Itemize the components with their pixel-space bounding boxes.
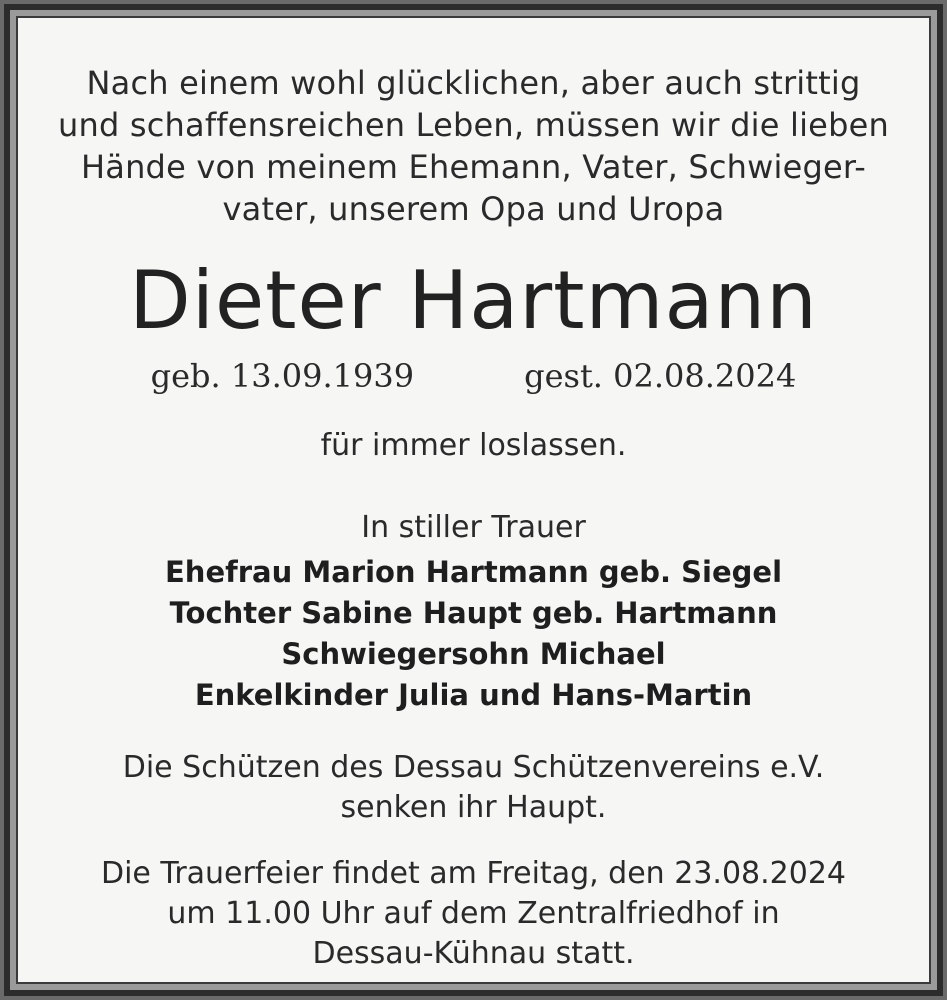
mourner-grandchildren: Enkelkinder Julia und Hans-Martin: [194, 678, 753, 712]
life-dates: [18, 356, 929, 396]
funeral-line-1: Die Trauerfeier findet am Freitag, den 23.08.2024: [100, 856, 847, 891]
intro-line-3: Hände von meinem Ehemann, Vater, Schwieger-: [81, 148, 866, 186]
birth-date: geb. 13.09.1939: [150, 357, 415, 395]
mourner-daughter: Tochter Sabine Haupt geb. Hartmann: [169, 596, 778, 630]
mourner-spouse: Ehefrau Marion Hartmann geb. Siegel: [164, 555, 783, 589]
intro-line-4: vater, unserem Opa und Uropa: [222, 190, 725, 228]
deceased-name: Dieter Hartmann: [129, 254, 818, 347]
notice-frame-inner: [4, 4, 943, 996]
death-date: gest. 02.08.2024: [524, 357, 797, 395]
let-go-text: für immer loslassen.: [320, 428, 627, 463]
funeral-line-3: Dessau-Kühnau statt.: [312, 936, 635, 971]
mourning-heading: In stiller Trauer: [361, 510, 586, 545]
obituary-notice: [16, 16, 931, 984]
intro-line-2: und schaffensreichen Leben, müssen wir die lieben: [58, 106, 889, 144]
intro-line-1: Nach einem wohl glücklichen, aber auch strittig: [86, 64, 861, 102]
mourner-son-in-law: Schwiegersohn Michael: [281, 637, 666, 671]
funeral-line-2: um 11.00 Uhr auf dem Zentralfriedhof in: [167, 896, 780, 931]
club-line-1: Die Schützen des Dessau Schützenvereins e.V.: [122, 750, 825, 785]
club-line-2: senken ihr Haupt.: [340, 790, 607, 825]
